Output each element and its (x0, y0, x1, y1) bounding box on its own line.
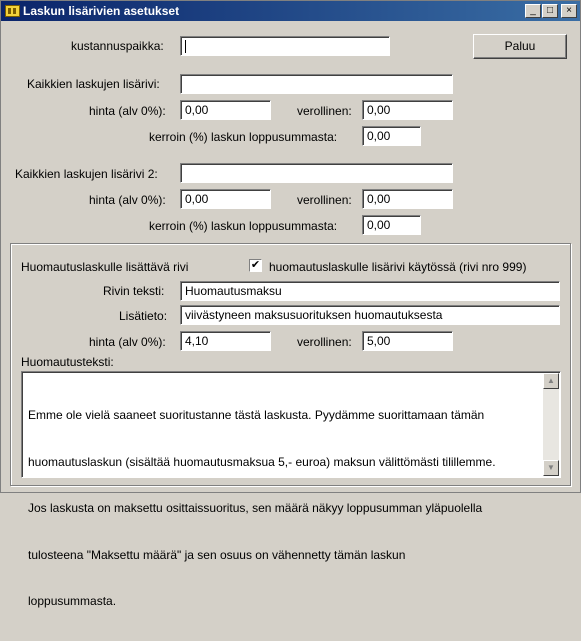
maximize-button[interactable]: □ (542, 4, 558, 18)
row2-factor-input[interactable]: 0,00 (362, 215, 421, 235)
reminder-enabled-checkbox[interactable]: ✔ (250, 259, 261, 271)
app-icon (5, 5, 20, 17)
notice-scrollbar[interactable] (543, 373, 559, 476)
scroll-up-icon[interactable]: ▲ (543, 373, 559, 389)
notice-line: huomautuslaskun (sisältää huomautusmaksua 5,- euroa) maksun välittömästi tilillemme. (28, 454, 496, 469)
row1-taxed-input[interactable]: 0,00 (362, 100, 453, 120)
text-caret (185, 40, 186, 53)
row-text-input[interactable]: Huomautusmaksu (180, 281, 560, 301)
row2-factor-label: kerroin (%) laskun loppusummasta: (149, 219, 338, 233)
row1-price-label: hinta (alv 0%): (89, 104, 166, 118)
notice-textarea[interactable] (21, 371, 561, 608)
reminder-group-label: Huomautuslaskulle lisättävä rivi (21, 260, 189, 274)
row1-taxed-label: verollinen: (297, 104, 352, 118)
notice-line: tulosteena "Maksettu määrä" ja sen osuus on vähennetty tämän laskun (28, 547, 406, 562)
close-button[interactable]: × (561, 4, 577, 18)
row1-price-input[interactable]: 0,00 (180, 100, 271, 120)
scroll-down-icon[interactable]: ▼ (543, 460, 559, 476)
minimize-button[interactable]: _ (525, 4, 541, 18)
cost-center-input[interactable] (180, 36, 390, 56)
reminder-price-input[interactable]: 4,10 (180, 331, 271, 351)
row-text-label: Rivin teksti: (103, 284, 165, 298)
extra-row-1-label: Kaikkien laskujen lisärivi: (27, 77, 160, 91)
row2-taxed-label: verollinen: (297, 193, 352, 207)
title-bar[interactable] (1, 1, 580, 21)
back-button[interactable]: Paluu (473, 34, 567, 59)
extra-row-2-label: Kaikkien laskujen lisärivi 2: (15, 167, 158, 181)
notice-text-label: Huomautusteksti: (21, 355, 114, 369)
reminder-enabled-label: huomautuslaskulle lisärivi käytössä (rivi nro 999) (269, 260, 527, 274)
extra-info-label: Lisätieto: (119, 309, 168, 323)
reminder-taxed-input[interactable]: 5,00 (362, 331, 453, 351)
reminder-taxed-label: verollinen: (297, 335, 352, 349)
notice-line: Jos laskusta on maksettu osittaissuoritus, sen määrä näkyy loppusumman yläpuolella (28, 501, 483, 515)
extra-row-2-input[interactable] (180, 163, 453, 183)
reminder-price-label: hinta (alv 0%): (89, 335, 166, 349)
window-title: Laskun lisärivien asetukset (23, 4, 180, 18)
extra-info-input[interactable]: viivästyneen maksusuorituksen huomautuksesta (180, 305, 560, 325)
notice-line: Emme ole vielä saaneet suoritustanne tästä laskusta. Pyydämme suorittamaan tämän (28, 408, 485, 422)
row1-factor-label: kerroin (%) laskun loppusummasta: (149, 130, 338, 144)
cost-center-label: kustannuspaikka: (71, 39, 164, 53)
notice-text (28, 377, 538, 641)
row1-factor-input[interactable]: 0,00 (362, 126, 421, 146)
row2-price-input[interactable]: 0,00 (180, 189, 271, 209)
row2-price-label: hinta (alv 0%): (89, 193, 166, 207)
row2-taxed-input[interactable]: 0,00 (362, 189, 453, 209)
notice-line: loppusummasta. (28, 594, 117, 608)
extra-row-1-input[interactable] (180, 74, 453, 94)
